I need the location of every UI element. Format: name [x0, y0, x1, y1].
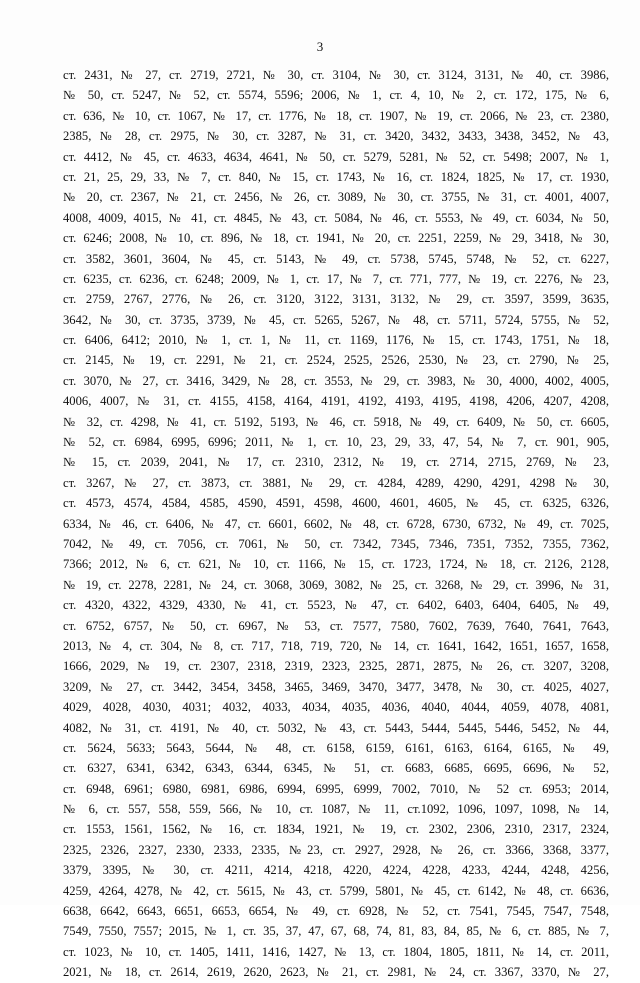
text-line: № 20, ст. 2367, № 21, ст. 2456, № 26, ст. 3089, № 30, ст. 3755, № 31, ст. 4001, 4007, — [63, 190, 609, 205]
text-line: 7042, № 49, ст. 7056, ст. 7061, № 50, ст. 7342, 7345, 7346, 7351, 7352, 7355, 7362, — [63, 536, 609, 551]
text-line: ст. 6327, 6341, 6342, 6343, 6344, 6345, № 51, ст. 6683, 6685, 6695, 6696, № 52, — [63, 761, 609, 776]
text-line: 3642, № 30, ст. 3735, 3739, № 45, ст. 5265, 5267, № 48, ст. 5711, 5724, 5755, № 52, — [63, 312, 609, 327]
text-line: ст. 5624, 5633; 5643, 5644, № 48, ст. 6158, 6159, 6161, 6163, 6164, 6165, № 49, — [63, 740, 609, 755]
text-line: ст. 636, № 10, ст. 1067, № 17, ст. 1776, № 18, ст. 1907, № 19, ст. 2066, № 23, ст. 2380, — [63, 108, 609, 123]
text-line: 4006, 4007, № 31, ст. 4155, 4158, 4164, 4191, 4192, 4193, 4195, 4198, 4206, 4207, 4208, — [63, 394, 609, 409]
text-line: ст. 3267, № 27, ст. 3873, ст. 3881, № 29, ст. 4284, 4289, 4290, 4291, 4298 № 30, — [63, 475, 609, 490]
text-line: 3379, 3395, № 30, ст. 4211, 4214, 4218, 4220, 4224, 4228, 4233, 4244, 4248, 4256, — [63, 863, 609, 878]
text-line: 2325, 2326, 2327, 2330, 2333, 2335, №23, ст. 2927, 2928, № 26, ст. 3366, 3368, 3377, — [63, 842, 609, 857]
text-line: 7366; 2012, № 6, ст. 621, № 10, ст. 1166, № 15, ст. 1723, 1724, № 18, ст. 2126, 2128, — [63, 557, 609, 572]
text-line: № 50, ст. 5247, № 52, ст. 5574, 5596; 2006, № 1, ст. 4, 10, № 2, ст. 172, 175, № 6, — [63, 88, 609, 103]
text-line: ст. 6246; 2008, № 10, ст. 896, № 18, ст. 1941, № 20, ст. 2251, 2259, № 29, 3418, № 30, — [63, 231, 609, 246]
text-line: ст. 6235, ст. 6236, ст. 6248; 2009, № 1, ст. 17, № 7, ст. 771, 777, № 19, ст. 2276, № 23, — [63, 271, 609, 286]
text-line: 4259, 4264, 4278, № 42, ст. 5615, № 43, ст. 5799, 5801, № 45, ст. 6142, № 48, ст. 6636, — [63, 883, 609, 898]
text-line: ст. 3070, № 27, ст. 3416, 3429, № 28, ст. 3553, № 29, ст. 3983, № 30, 4000, 4002, 4005, — [63, 373, 609, 388]
text-line: ст. 6406, 6412; 2010, № 1, ст. 1, № 11, ст. 1169, 1176, № 15, ст. 1743, 1751, № 18, — [63, 333, 609, 348]
text-line: ст. 6752, 6757, № 50, ст. 6967, № 53, ст. 7577, 7580, 7602, 7639, 7640, 7641, 7643, — [63, 618, 609, 633]
text-line: № 6, ст. 557, 558, 559, 566, № 10, ст. 1087, № 11, ст.1092, 1096, 1097, 1098, № 14, — [63, 802, 609, 817]
text-line: 2021, № 18, ст. 2614, 2619, 2620, 2623, № 21, ст. 2981, № 24, ст. 3367, 3370, № 27, — [63, 965, 609, 980]
text-line: № 52, ст. 6984, 6995, 6996; 2011, № 1, ст. 10, 23, 29, 33, 47, 54, № 7, ст. 901, 905, — [63, 435, 609, 450]
text-line: 2013, № 4, ст. 304, № 8, ст. 717, 718, 719, 720, № 14, ст. 1641, 1642, 1651, 1657, 1658, — [63, 638, 609, 653]
text-line: ст. 3582, 3601, 3604, № 45, ст. 5143, № 49, ст. 5738, 5745, 5748, № 52, ст. 6227, — [63, 251, 609, 266]
page-number: 3 — [316, 39, 324, 54]
text-line: ст. 2431, № 27, ст. 2719, 2721, № 30, ст. 3104, № 30, ст. 3124, 3131, № 40, ст. 3986, — [63, 68, 609, 82]
text-line: ст. 1553, 1561, 1562, № 16, ст. 1834, 1921, № 19, ст. 2302, 2306, 2310, 2317, 2324, — [63, 822, 609, 837]
text-line: 2385, № 28, ст. 2975, № 30, ст. 3287, № 31, ст. 3420, 3432, 3433, 3438, 3452, № 43, — [63, 129, 609, 144]
text-line: ст. 1023, № 10, ст. 1405, 1411, 1416, 1427, № 13, ст. 1804, 1805, 1811, № 14, ст. 2011, — [63, 944, 609, 959]
text-line: ст. 2145, № 19, ст. 2291, № 21, ст. 2524, 2525, 2526, 2530, № 23, ст. 2790, № 25, — [63, 353, 609, 368]
text-line: ст. 2759, 2767, 2776, № 26, ст. 3120, 3122, 3131, 3132, № 29, ст. 3597, 3599, 3635, — [63, 292, 609, 307]
text-line: 4082, № 31, ст. 4191, № 40, ст. 5032, № 43, ст. 5443, 5444, 5445, 5446, 5452, № 44, — [63, 720, 609, 735]
text-line: ст. 6948, 6961; 6980, 6981, 6986, 6994, 6995, 6999, 7002, 7010, № 52 ст. 6953; 2014, — [63, 781, 609, 796]
body-text — [63, 65, 609, 983]
text-line: 3209, № 27, ст. 3442, 3454, 3458, 3465, 3469, 3470, 3477, 3478, № 30, ст. 4025, 4027, — [63, 679, 609, 694]
text-line: 7549, 7550, 7557; 2015, № 1, ст. 35, 37, 47, 67, 68, 74, 81, 83, 84, 85, № 6, ст. 885, № 7, — [63, 924, 609, 939]
text-line: № 32, ст. 4298, № 41, ст. 5192, 5193, № 46, ст. 5918, № 49, ст. 6409, № 50, ст. 6605, — [63, 414, 609, 429]
text-line: № 15, ст. 2039, 2041, № 17, ст. 2310, 2312, № 19, ст. 2714, 2715, 2769, № 23, — [63, 455, 609, 470]
text-line: 6334, № 46, ст. 6406, № 47, ст. 6601, 6602, № 48, ст. 6728, 6730, 6732, № 49, ст. 7025, — [63, 516, 609, 531]
text-line: 4008, 4009, 4015, № 41, ст. 4845, № 43, ст. 5084, № 46, ст. 5553, № 49, ст. 6034, № 50, — [63, 210, 609, 225]
text-line: № 19, ст. 2278, 2281, № 24, ст. 3068, 3069, 3082, № 25, ст. 3268, № 29, ст. 3996, № 31, — [63, 577, 609, 592]
text-line: ст. 4573, 4574, 4584, 4585, 4590, 4591, 4598, 4600, 4601, 4605, № 45, ст. 6325, 6326, — [63, 496, 609, 511]
text-line: ст. 4320, 4322, 4329, 4330, № 41, ст. 5523, № 47, ст. 6402, 6403, 6404, 6405, № 49, — [63, 598, 609, 613]
text-line: 6638, 6642, 6643, 6651, 6653, 6654, № 49, ст. 6928, № 52, ст. 7541, 7545, 7547, 7548, — [63, 904, 609, 919]
text-line: 4029, 4028, 4030, 4031; 4032, 4033, 4034, 4035, 4036, 4040, 4044, 4059, 4078, 4081, — [63, 700, 609, 715]
text-line: ст. 4412, № 45, ст. 4633, 4634, 4641, № 50, ст. 5279, 5281, № 52, ст. 5498; 2007, № 1, — [63, 149, 609, 164]
text-line: ст. 21, 25, 29, 33, № 7, ст. 840, № 15, ст. 1743, № 16, ст. 1824, 1825, № 17, ст. 1930, — [63, 169, 609, 184]
text-line: 1666, 2029, № 19, ст. 2307, 2318, 2319, 2323, 2325, 2871, 2875, № 26, ст. 3207, 3208, — [63, 659, 609, 674]
